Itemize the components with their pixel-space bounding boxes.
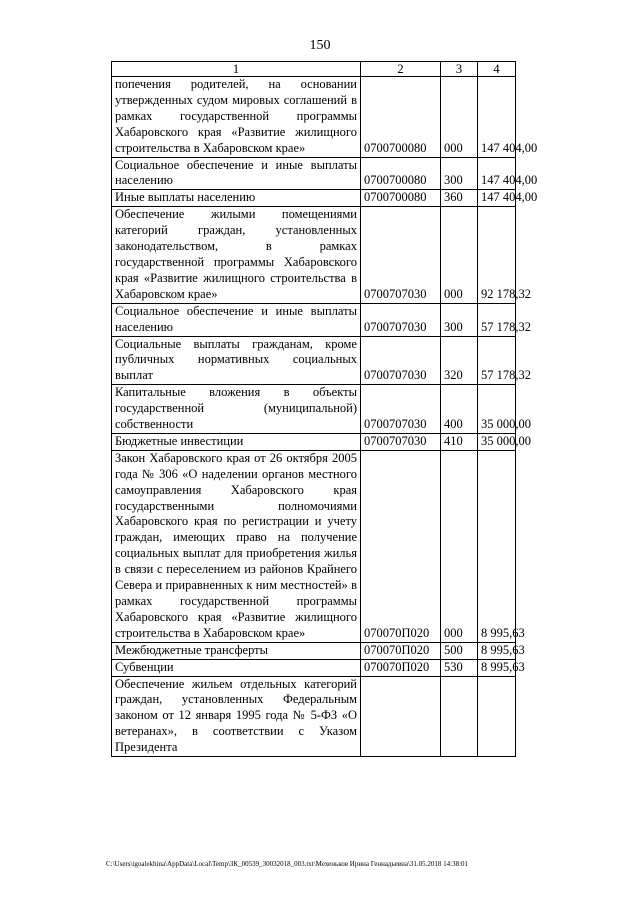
- row-amount: 147 404,00: [478, 77, 516, 158]
- row-code: 070070П020: [361, 642, 441, 659]
- table-row: [112, 77, 516, 158]
- row-description: попечения родителей, на основании утвержденных судом мировых соглашений в рамках государственной программы Хабаровского края «Развитие жилищного строительства в Хабаровском крае»: [112, 77, 361, 158]
- row-code: 0700700080: [361, 190, 441, 207]
- row-code: 0700707030: [361, 303, 441, 336]
- table-row: [112, 642, 516, 659]
- row-amount: [478, 676, 516, 757]
- row-amount: 35 000,00: [478, 433, 516, 450]
- row-code: 0700707030: [361, 385, 441, 434]
- row-description: Бюджетные инвестиции: [112, 433, 361, 450]
- table-row: [112, 450, 516, 642]
- row-description: Обеспечение жилыми помещениями категорий граждан, установленных законодательством, в рамках государственной программы Хабаровского края «Развитие жилищного строительства в Хабаровском крае»: [112, 207, 361, 303]
- row-type: 410: [441, 433, 478, 450]
- row-type: 400: [441, 385, 478, 434]
- row-amount: 57 178,32: [478, 303, 516, 336]
- row-amount: 147 404,00: [478, 190, 516, 207]
- row-code: 070070П020: [361, 659, 441, 676]
- header-cell-code: 2: [361, 62, 441, 77]
- row-type: 360: [441, 190, 478, 207]
- row-type: 000: [441, 77, 478, 158]
- table-row: [112, 190, 516, 207]
- row-type: 530: [441, 659, 478, 676]
- row-type: 300: [441, 157, 478, 190]
- budget-table: [111, 61, 538, 757]
- header-cell-description: 1: [112, 62, 361, 77]
- row-amount: 8 995,63: [478, 659, 516, 676]
- row-code: 0700707030: [361, 336, 441, 385]
- row-description: Социальное обеспечение и иные выплаты населению: [112, 303, 361, 336]
- row-type: 300: [441, 303, 478, 336]
- table-row: [112, 336, 516, 385]
- row-amount: 147 404,00: [478, 157, 516, 190]
- row-description: Закон Хабаровского края от 26 октября 2005 года № 306 «О наделении органов местного самоуправления Хабаровского края государственными полномочиями Хабаровского края по регистрации и учету граждан, имеющих право на получение социальных выплат для приобретения жилья в связи с переселением из районов Крайнего Севера и приравненных к ним местностей» в рамках государственной программы Хабаровского края «Развитие жилищного строительства в Хабаровском крае»: [112, 450, 361, 642]
- row-description: Капитальные вложения в объекты государственной (муниципальной) собственности: [112, 385, 361, 434]
- row-type: [441, 676, 478, 757]
- row-description: Социальные выплаты гражданам, кроме публичных нормативных социальных выплат: [112, 336, 361, 385]
- row-code: [361, 676, 441, 757]
- row-description: Обеспечение жильем отдельных категорий граждан, установленных Федеральным законом от 12 января 1995 года № 5-ФЗ «О ветеранах», в соответствии с Указом Президента: [112, 676, 361, 757]
- row-description: Субвенции: [112, 659, 361, 676]
- row-description: Межбюджетные трансферты: [112, 642, 361, 659]
- row-type: 000: [441, 207, 478, 303]
- table-row: [112, 157, 516, 190]
- table-row: [112, 659, 516, 676]
- row-code: 0700707030: [361, 207, 441, 303]
- file-path-footer: C:\Users\igoalekhina\AppData\Local\Temp\ЗК_00539_30032018_003.txt\Мехеньков Ирина Геннадьевна\31.05.2018 14:38:01: [106, 860, 469, 868]
- row-type: 000: [441, 450, 478, 642]
- row-code: 0700700080: [361, 77, 441, 158]
- table-row: [112, 303, 516, 336]
- table-row: [112, 207, 516, 303]
- row-amount: 35 000,00: [478, 385, 516, 434]
- row-code: 0700700080: [361, 157, 441, 190]
- row-amount: 8 995,63: [478, 450, 516, 642]
- table-row: [112, 385, 516, 434]
- row-type: 320: [441, 336, 478, 385]
- row-code: 070070П020: [361, 450, 441, 642]
- row-type: 500: [441, 642, 478, 659]
- row-amount: 92 178,32: [478, 207, 516, 303]
- row-description: Иные выплаты населению: [112, 190, 361, 207]
- row-amount: 57 178,32: [478, 336, 516, 385]
- table-row: [112, 433, 516, 450]
- row-code: 0700707030: [361, 433, 441, 450]
- header-cell-type: 3: [441, 62, 478, 77]
- table-header-row: [112, 62, 516, 77]
- row-description: Социальное обеспечение и иные выплаты населению: [112, 157, 361, 190]
- page-number: 150: [309, 38, 331, 53]
- table-row: [112, 676, 516, 757]
- header-cell-amount: 4: [478, 62, 516, 77]
- row-amount: 8 995,63: [478, 642, 516, 659]
